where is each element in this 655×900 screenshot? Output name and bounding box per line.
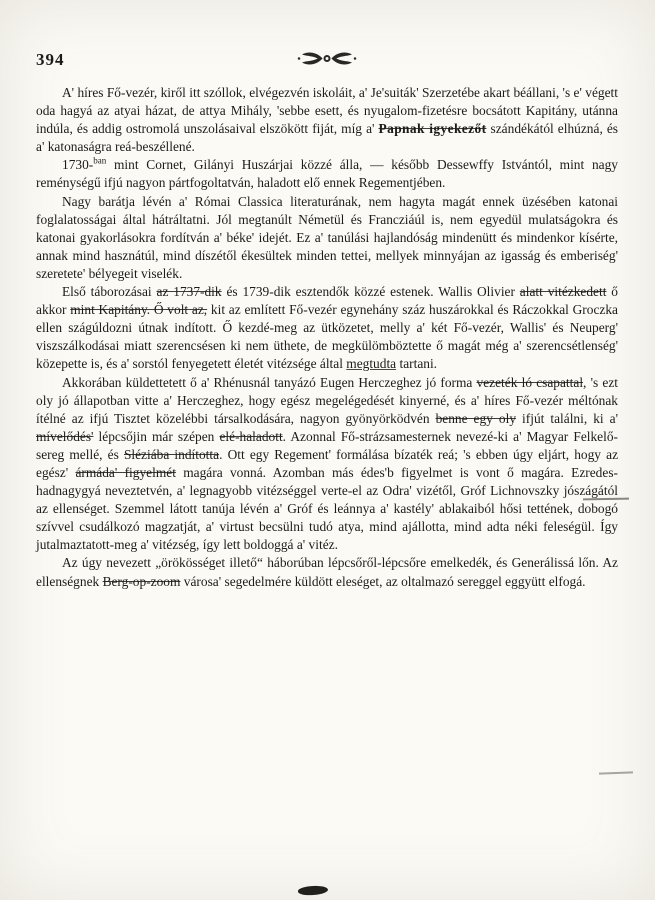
text-segment: A' híres Fő-vezér, kiről itt szóllok, elvégezvén iskoláit, a' Je'suiták' Szerzetébe akart béállani, 's e' végett oda hagyá az atyai házat, de attya Mihály, 'sebbe esett, és nyugalom-fizetésre bocsátott Kapitány, utánna indúla, és addig ostromolá unszolásaival elszökött fiját, míg a' [36, 85, 618, 137]
text-segment: lépcsőjin már szépen [93, 428, 220, 444]
text-segment: és 1739-dik esztendők közzé estenek. Wallis Olivier [221, 284, 520, 300]
fleuron-ornament-icon [292, 50, 362, 67]
text-segment: ban [93, 155, 107, 166]
text-body [36, 84, 618, 591]
paragraph [36, 84, 618, 156]
struck-text: Sléziába indította [123, 446, 220, 462]
text-segment: ő akkor [36, 284, 619, 318]
text-segment: , 's ezt oly jó állapotban vitte a' Herczeghez, hogy egész megelégedését kinyerné, és a' híres Fő-vezér méltónak ítélné az ifjú Tisztet közelébbi társalkodására, nagyon gyönyörködvén [36, 374, 618, 426]
page-number: 394 [36, 50, 65, 69]
paragraph [36, 374, 618, 555]
paragraph [36, 554, 618, 590]
paragraph [36, 156, 618, 192]
text-segment: . Ott egy Regement' formálása bízaték reá; 's ebben úgy eljárt, hogy az egész' [36, 446, 619, 480]
text-segment: Első táborozásai [62, 284, 157, 300]
text-segment: szándékától elhúzná, és a' katonaságra reá-beszéllené. [36, 121, 619, 155]
struck-text: mint Kapitány. Ő volt az, [70, 302, 208, 318]
struck-text: alatt vitézkedett [519, 284, 607, 300]
text-segment: magára vonná. Azomban más édes'b figyelmet is vont ő magára. Ezredes-hadnagygyá neveztetvén, a' legnagyobb vitézséggel verte-el az Odra' vizétől, Gróf Lichnovszky jószágától az ellenséget. Szemmel látott tanúja lévén a' Gróf és leánnya a' kastély' ablakaiból hősi tettének, dobogó szívvel csudálkozó magzatját, a' virtust becsülni tudó atya, mind ajállotta, mind adta néki feleségül. Így jutalmaztatott-meg a' vitézség, így lett boldoggá a' vitéz. [36, 464, 618, 553]
struck-text: Papnak igyekezőt [378, 121, 487, 137]
struck-text: az 1737-dik [156, 284, 222, 300]
text-segment: Nagy barátja lévén a' Római Classica literaturának, nem hagyta magát ennek üzésében katonai foglalatosságai által hátráltatni. Jól megtanúlt Németül és Francziáúl is, nem egyedül mulatságokra és katonai gyakorlásokra fordítván a' béke' idejét. Ez a' tanúlási hajlandóság mindenütt és mindenkor kísérte, annak mind hasznátúl, mind díszétől ékesültek minden tettei, mellyek minnyájan az igasság és emberiség' szeretete' bélyegeit viselék. [36, 193, 618, 281]
text-segment: Akkorában küldettetett ő a' Rhénusnál tanyázó Eugen Herczeghez jó forma [62, 374, 477, 390]
struck-text: elé-haladott [219, 428, 283, 444]
text-segment: kit az említett Fő-vezér egynehány száz huszárokkal és Ráczokkal Groczka ellen szágúldozni útnak indított. Ő kezdé-meg az ütközetet, melly a' két Fő-vezér, Wallis' és Neuperg' viszszálkodásai miatt szerencsésen ki nem üthete, de megkülömböztette ő magát még a' szerencsétlenség' közepette is, és a' sorstól fenyegetett életét vitézsége által [36, 302, 618, 372]
text-segment: megtudta [346, 356, 397, 372]
text-segment: 1730- [62, 157, 94, 173]
text-segment: Az úgy nevezett „örökösséget illető“ háborúban lépcsőről-lépcsőre emelkedék, és Generálissá lőn. Az ellenségnek [36, 555, 618, 589]
ink-smudge [298, 885, 329, 897]
struck-text: ármáda' figyelmét [75, 464, 176, 480]
page-header [36, 50, 618, 74]
struck-text: benne egy oly [435, 410, 517, 426]
paragraph [36, 283, 618, 373]
text-segment: ifjút találni, ki a' [516, 410, 619, 426]
text-segment: mint Cornet, Gilányi Huszárjai közzé álla, — később Dessewffy Istvántól, mint nagy reménységű ifjú nagyon pártfogoltatván, haladott elő ennek Regementjében. [36, 157, 618, 191]
text-segment: tartani. [396, 356, 438, 372]
scan-artifact-dash [599, 771, 633, 774]
text-segment: városa' segedelmére küldött eleséget, az oltalmazó sereggel eggyütt elfogá. [180, 573, 586, 589]
text-segment: . Azonnal Fő-strázsamesternek nevezé-ki a' Magyar Felkelő-sereg mellé, és [36, 428, 618, 462]
struck-text: Berg-op-zoom [102, 573, 181, 589]
struck-text: vezeték ló csapattal [476, 374, 584, 390]
struck-text: mívelődés' [36, 428, 94, 444]
paragraph [36, 193, 618, 283]
